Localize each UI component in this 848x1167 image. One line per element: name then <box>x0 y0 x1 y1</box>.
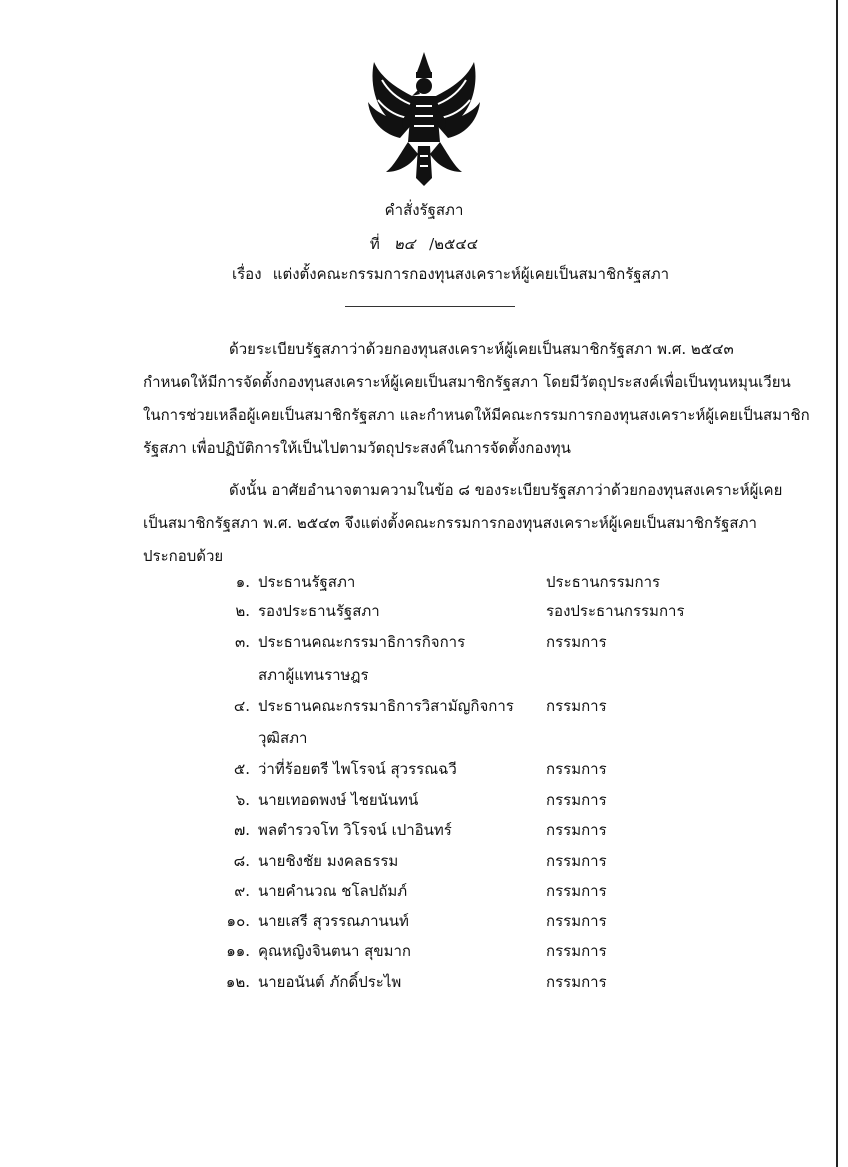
list-item <box>233 757 457 781</box>
title-divider <box>345 306 515 307</box>
member-number: ๖. <box>235 791 250 809</box>
paragraph-line: ในการช่วยเหลือผู้เคยเป็นสมาชิกรัฐสภา และกำหนดให้มีคณะกรรมการกองทุนสงเคราะห์ผู้เคยเป็นสมาชิก <box>143 406 810 424</box>
member-role: กรรมการ <box>546 942 607 960</box>
list-item <box>226 909 409 933</box>
paragraph-1 <box>143 333 810 465</box>
member-number: ๗. <box>233 821 250 839</box>
order-number-line <box>0 232 848 256</box>
member-name: รองประธานรัฐสภา <box>258 602 380 620</box>
member-number: ๓. <box>234 633 250 651</box>
member-name-continued: วุฒิสภา <box>258 729 308 747</box>
member-role: ประธานกรรมการ <box>546 573 661 591</box>
paragraph-line: รัฐสภา เพื่อปฏิบัติการให้เป็นไปตามวัตถุประสงค์ในการจัดตั้งกองทุน <box>143 439 571 457</box>
list-item <box>225 970 402 994</box>
member-name: ประธานคณะกรรมาธิการวิสามัญกิจการ <box>258 697 514 715</box>
member-name: ประธานคณะกรรมาธิการกิจการ <box>258 633 466 651</box>
list-item <box>235 599 380 623</box>
member-name: นายอนันต์ ภักดิ์ประไพ <box>258 973 402 991</box>
list-item <box>234 630 466 654</box>
subject-text: แต่งตั้งคณะกรรมการกองทุนสงเคราะห์ผู้เคยเป็นสมาชิกรัฐสภา <box>272 265 670 283</box>
member-name: พลตำรวจโท วิโรจน์ เปาอินทร์ <box>258 821 452 839</box>
member-number: ๑๒. <box>225 973 250 991</box>
order-prefix: ที่ <box>369 235 380 253</box>
paragraph-2 <box>143 474 783 573</box>
scan-edge-line <box>836 0 838 1167</box>
subject-line <box>232 262 669 286</box>
list-item <box>226 939 411 963</box>
member-role: กรรมการ <box>546 697 607 715</box>
member-number: ๔. <box>233 697 250 715</box>
member-number: ๒. <box>235 602 250 620</box>
garuda-emblem-icon <box>360 50 488 188</box>
member-number: ๕. <box>233 760 250 778</box>
member-role: กรรมการ <box>546 791 607 809</box>
document-title: คำสั่งรัฐสภา <box>384 201 464 219</box>
member-name: นายคำนวณ ชโลปถัมภ์ <box>258 882 408 900</box>
member-role: กรรมการ <box>546 633 607 651</box>
member-name: นายเสรี สุวรรณภานนท์ <box>258 912 409 930</box>
paragraph-line: เป็นสมาชิกรัฐสภา พ.ศ. ๒๕๔๓ จึงแต่งตั้งคณะกรรมการกองทุนสงเคราะห์ผู้เคยเป็นสมาชิกรัฐสภา <box>143 514 757 532</box>
order-year: /๒๕๔๔ <box>429 235 479 253</box>
member-number: ๑๐. <box>226 912 250 930</box>
paragraph-line: ประกอบด้วย <box>143 547 224 565</box>
member-number: ๘. <box>233 852 250 870</box>
member-name: นายเทอดพงษ์ ไชยนันทน์ <box>258 791 419 809</box>
order-number: ๒๔ <box>393 235 416 253</box>
member-name: ว่าที่ร้อยตรี ไพโรจน์ สุวรรณฉวี <box>258 760 457 778</box>
member-role: กรรมการ <box>546 821 607 839</box>
member-role: กรรมการ <box>546 852 607 870</box>
member-number: ๑๑. <box>226 942 250 960</box>
paragraph-line: ด้วยระเบียบรัฐสภาว่าด้วยกองทุนสงเคราะห์ผู้เคยเป็นสมาชิกรัฐสภา พ.ศ. ๒๕๔๓ <box>229 340 734 358</box>
member-number: ๙. <box>234 882 250 900</box>
list-item <box>234 879 408 903</box>
member-name: คุณหญิงจินตนา สุขมาก <box>258 942 411 960</box>
list-item <box>233 849 399 873</box>
paragraph-line: ดังนั้น อาศัยอำนาจตามความในข้อ ๘ ของระเบียบรัฐสภาว่าด้วยกองทุนสงเคราะห์ผู้เคย <box>229 481 783 499</box>
member-role: กรรมการ <box>546 973 607 991</box>
member-number: ๑. <box>235 573 250 591</box>
list-item <box>235 570 356 594</box>
list-item <box>233 818 452 842</box>
list-item <box>233 694 514 718</box>
member-name: ประธานรัฐสภา <box>258 573 356 591</box>
member-name: นายชิงชัย มงคลธรรม <box>258 852 399 870</box>
member-role: กรรมการ <box>546 760 607 778</box>
list-item <box>235 788 419 812</box>
member-role: กรรมการ <box>546 882 607 900</box>
member-role: กรรมการ <box>546 912 607 930</box>
subject-label: เรื่อง <box>232 265 262 283</box>
member-role: รองประธานกรรมการ <box>546 602 685 620</box>
member-name-continued: สภาผู้แทนราษฎร <box>258 666 369 684</box>
paragraph-line: กำหนดให้มีการจัดตั้งกองทุนสงเคราะห์ผู้เคยเป็นสมาชิกรัฐสภา โดยมีวัตถุประสงค์เพื่อเป็นทุนหมุนเวียน <box>143 373 791 391</box>
